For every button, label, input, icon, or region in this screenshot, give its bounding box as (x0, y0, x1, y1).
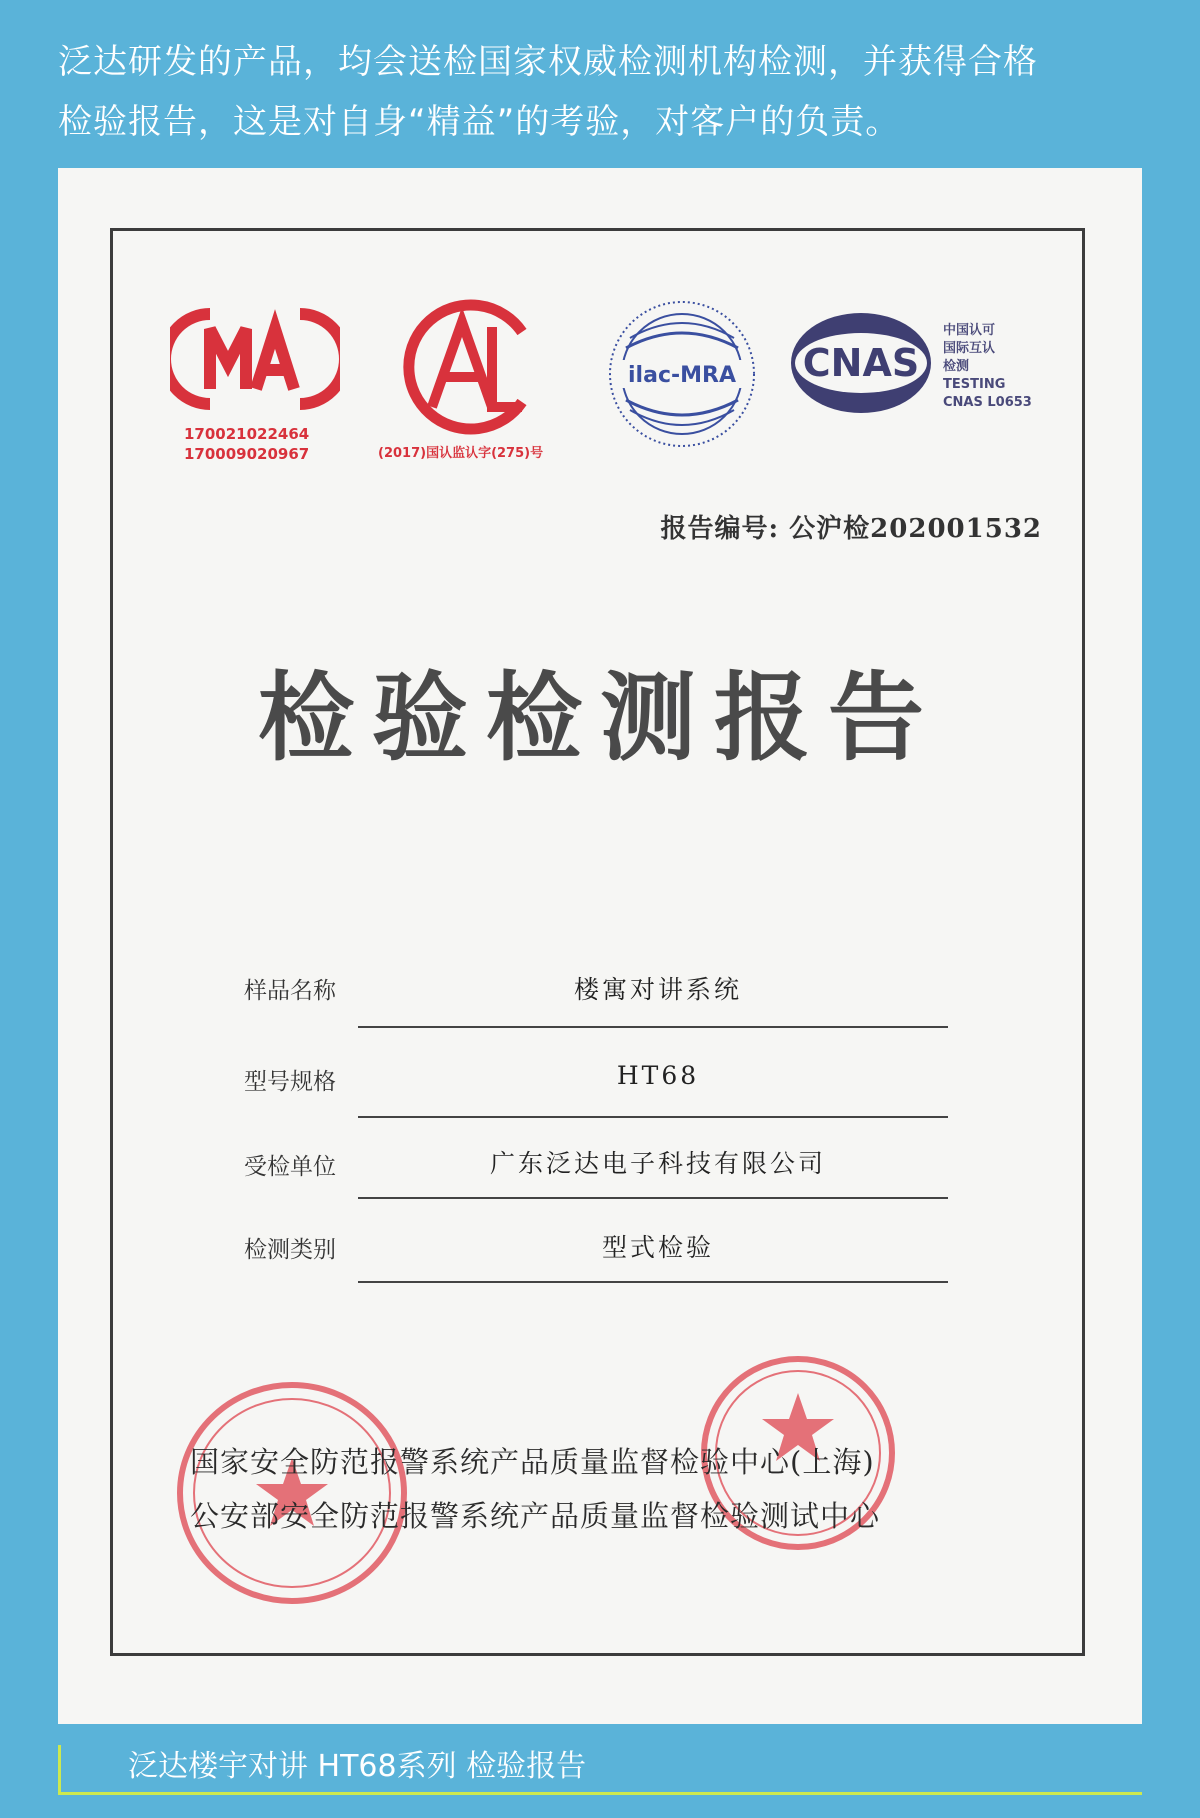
caption-text: 泛达楼宇对讲 HT68系列 检验报告 (128, 1749, 587, 1784)
field-label-inspected-unit: 受检单位 (244, 1154, 336, 1180)
caption-bar (58, 1745, 1142, 1795)
field-label-sample-name: 样品名称 (244, 978, 336, 1004)
cma-logo-icon (170, 304, 340, 414)
field-value-model: HT68 (616, 1061, 700, 1090)
field-value-inspected-unit: 广东泛达电子科技有限公司 (489, 1149, 826, 1178)
official-seal-left-icon (172, 1378, 412, 1608)
field-value-sample-name: 楼寓对讲系统 (573, 975, 742, 1004)
cma-code-1: 170021022464 (184, 425, 310, 443)
cnas-text-4: TESTING (943, 377, 1006, 392)
cal-caption: (2017)国认监认字(275)号 (378, 446, 544, 461)
cnas-text-3: 检测 (943, 359, 970, 374)
field-underline (358, 1116, 948, 1118)
intro-text (58, 32, 1158, 152)
field-label-model: 型号规格 (244, 1069, 336, 1095)
certificate-paper (58, 168, 1142, 1724)
field-underline (358, 1281, 948, 1283)
intro-line-2: 检验报告，这是对自身“精益”的考验，对客户的负责。 (58, 102, 901, 142)
report-title: 检验检测报告 (258, 661, 942, 774)
svg-text:ilac-MRA: ilac-MRA (628, 363, 736, 388)
field-value-test-category: 型式检验 (601, 1233, 714, 1262)
cma-codes (184, 424, 309, 464)
caption-bracket (58, 1745, 114, 1795)
cma-code-2: 170009020967 (184, 445, 310, 463)
issuer-line-2: 公安部安全防范报警系统产品质量监督检验测试中心 (190, 1499, 881, 1533)
issuer-line-1: 国家安全防范报警系统产品质量监督检验中心(上海) (190, 1445, 875, 1479)
svg-text:CNAS: CNAS (802, 341, 920, 385)
cnas-text-5: CNAS L0653 (943, 395, 1032, 410)
ilac-mra-logo-icon (606, 298, 758, 450)
field-label-test-category: 检测类别 (244, 1237, 336, 1263)
cnas-text-2: 国际互认 (943, 341, 996, 356)
report-number: 报告编号: 公沪检202001532 (660, 514, 1042, 544)
intro-line-1: 泛达研发的产品，均会送检国家权威检测机构检测，并获得合格 (58, 42, 1038, 82)
field-underline (358, 1026, 948, 1028)
cnas-text-1: 中国认可 (943, 323, 996, 338)
field-underline (358, 1197, 948, 1199)
cnas-text (943, 322, 1032, 412)
cnas-logo-icon (786, 308, 936, 418)
cal-logo-icon (392, 292, 542, 442)
caption-underline (114, 1792, 1142, 1795)
